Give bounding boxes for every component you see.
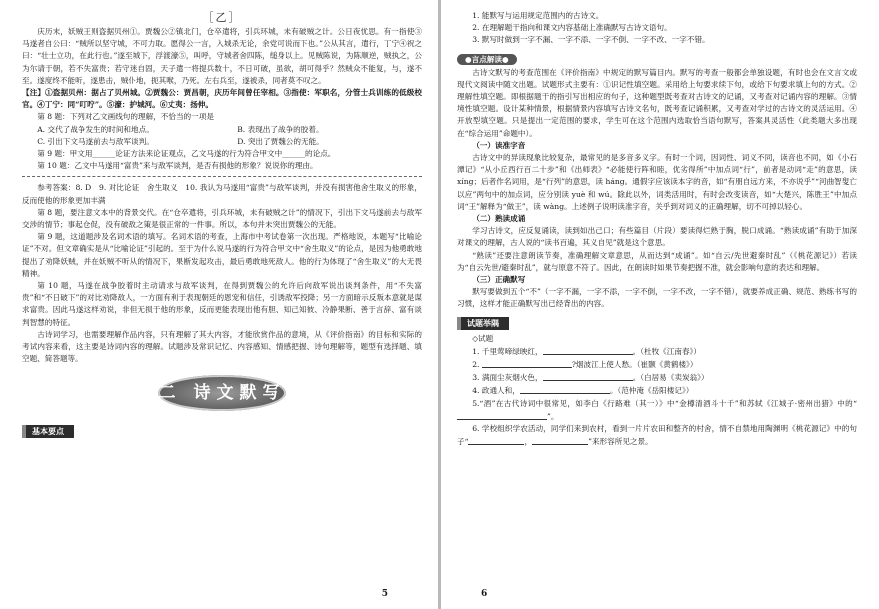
q6-text: 6. 学校组织学农活动，同学们来到农村，看到一片片农田和整齐的村舍，情不自禁地用陶渊明《桃花源记》中的句子“ (457, 424, 857, 447)
question-8: 第 8 题：下列对乙文画线句的理解，不恰当的一项是 (37, 112, 214, 122)
q6-mid: ， (524, 437, 533, 447)
example-question-5 (457, 398, 857, 423)
passage-text: 庆历末，妖贼王则盗据贝州①。贾魏公②镇北门，仓卒遣将，引兵环城，未有破贼之计。公日夜忧思。有一指使③马遂者自公曰：“贼所以坚守城，不可力取。愿得公一言，入城杀无论，余党可说而下也。”公从其言，遣行，丁宁④祝之曰：“壮士立功，在此行也。”遂至城下，浮渡濠⑤，叫呼，守城者舍四陈，缒身以上。见贼陈说，为陈顺逆，贼执之，公为尔请于朝，若不失富贵；若守迷自固，天子遣一将提兵数十，不日可破，虽欲，胡可得乎？然贼众不能复，与，遂不至。遂度终不能听，遂患击，贼仆地，扼其喉，乃死。左右兵至，遂被杀，同者莫不叹之。 (22, 27, 422, 85)
heading-2: （二）熟读成诵 (472, 214, 526, 224)
requirement-2: 2. 在理解题干指向和课文内容基础上准确默写古诗文语句。 (472, 23, 672, 33)
section-title: ［乙］ (202, 11, 242, 24)
question-8-options-row2 (22, 136, 422, 148)
paragraph-3: 默写要做到五个“不”（一字不漏，一字不添，一字不倒，一字不改，一字不错），就要养成正确、规范、熟练书写的习惯，这样才能正确默写出已经背出的内容。 (457, 287, 857, 309)
option-c: C. 引出下文马遂前去与敌军谈判。 (37, 136, 154, 146)
example-question-1 (457, 345, 857, 358)
basic-points-tag: 基本要点 (22, 425, 74, 438)
heading-1: （一）读准字音 (472, 140, 526, 150)
q5-text: 5.“酒”在古代诗词中很常见，如李白《行路难（其一）》中“金樽清酒斗十千”和苏轼《江城子·密州出猎》中的“ (472, 398, 857, 408)
q1-text: 1. 千里莺啼绿映红， (472, 346, 543, 356)
right-page (441, 0, 879, 609)
q6-end: ”来形容所见之景。 (588, 437, 653, 447)
page-number: 6 (481, 589, 488, 599)
summary-text: 古诗词学习，也需要理解作品内容，只有理解了其大内容，才能欣赏作品的意境，从《评价指南》的目标和实际的考试内容来看，这主要是诗词内容的理解。试题涉及常识记忆、内容感知、情感把握、诗句理解等，题型有选择题、填空题、简答题等。 (22, 329, 422, 364)
answer-10: 第 10 题，马遂在战争胶着时主动请求与敌军谈判，在得到贾魏公的允许后向敌军说出谈判条件，用“不失富贵”和“不日破下”的对比劝降敌人，一方面有利于表现朝廷的恩宠和信任，引诱敌军投降；另一方面暗示反叛本意就是谋求富贵。因此马遂这样劝说，非但无损于他的形象，反而更能表现出他有胆、知己知彼、冷静果断、善于言辞、富有谈判智慧的特征。 (22, 281, 422, 327)
q2-text: 2. (472, 360, 482, 370)
q6-blank-2 (532, 435, 588, 445)
question-9: 第 9 题：甲文用______论证方法来论证观点，乙文马遂的行为符合甲文中______的论点。 (37, 149, 336, 159)
answer-8: 第 8 题，要注意文本中的背景交代。在“仓卒遣将，引兵环城，未有破贼之计”的情况下，引出下文马遂前去与敌军交涉的情节；事起仓促，没有破敌之策是很正常的一件事。所以，本句并未突出贾魏公的无能。 (22, 207, 422, 230)
answer-9: 第 9 题，这道题涉及名词术语的填写。名词术语的考查，上海市中考试卷第一次出现。严格地说，本题写“比喻论证”不对。但文章确实是从“比喻论证”引起的。至于为什么说马遂的行为符合甲文中“舍生取义”的论点，是因为他勇敢地提出了劝降妖贼，并在妖贼不听从的情况下，果断发起攻击，最后勇敢地死敌人。他的行为体现了“舍生取义”的大无畏精神。 (22, 232, 422, 278)
divider (22, 176, 422, 177)
left-page (0, 0, 438, 609)
q2-blank (482, 358, 572, 368)
option-b: B. 表现出了战争的胶着。 (237, 124, 324, 134)
answer-key: 参考答案：8. D 9. 对比论证 舍生取义 10. 我认为马遂用“富贵”与敌军谈判，并没有损害他舍生取义的形象，反而使他的形象更加丰满 (22, 183, 422, 205)
q6-blank-1 (468, 435, 524, 445)
q3-blank (543, 371, 633, 381)
option-d: D. 突出了贾魏公的无能。 (237, 136, 324, 146)
examples-subtitle: ◇试题 (472, 333, 494, 343)
q5-end: ”。 (547, 411, 559, 421)
requirement-3: 3. 默写时做到一字不漏、一字不添、一字不倒、一字不改、一字不错。 (472, 35, 710, 45)
example-question-4 (457, 384, 857, 397)
q3-text: 3. 满面尘灰烟火色， (472, 373, 543, 383)
q2-source: ?烟波江上使人愁。（崔颢《黄鹤楼》） (571, 360, 698, 370)
requirement-1: 1. 能默写与运用规定范围内的古诗文。 (472, 11, 604, 20)
question-10: 第 10 题：乙文中马遂用“富贵”来与敌军谈判，是否有损他的形象？说说你的理由。 (37, 161, 318, 171)
q4-text: 4. 政通人和， (472, 386, 520, 396)
tips-text: 古诗文默写的考查范围在《评价指南》中规定的默写篇目内。默写的考查一般都会单独设题，有时也会在文言文或现代文阅读中随文出题。试题形式主要有：①识记性填空题。采用给上句要求续下句，或给下句要求填上句的方式。②理解性填空题。即根据题干的指引写出相应的句子，这种题型既考查对古诗文的记诵，又考查对记诵内容的理解。③情境性填空题。设计某种情景，根据情景内容填写古诗文名句，既考查记诵积累，又考查对学过的古诗文的灵活运用。④开放型填空题。只是提出一定范围的要求，学生可在这个范围内选取恰当语句默写，答案具灵活性（此类题大多出现在“综合运用”命题中）。 (457, 67, 857, 138)
paragraph-2: 学习古诗文，应反复诵读，读到如出己口；有些篇目（片段）要读得烂熟于胸，脱口成诵。“熟读成诵”有助于加深对课文的理解，古人说的“读书百遍，其义自见”就是这个意思。 (457, 226, 857, 248)
notes-text: 【注】①盗据贝州：据占了贝州城。②贾魏公：贾昌朝，庆历年间曾任宰相。③指使：军职名，分管士兵训练的低级校官。④丁宁：同“叮咛”。⑤濠：护城河。⑥丈夷：扬伸。 (22, 88, 422, 110)
q4-blank (520, 384, 610, 394)
example-question-3 (457, 371, 857, 384)
q4-source: 。（范仲淹《岳阳楼记》） (609, 386, 694, 396)
q1-source: 。（杜牧《江南春》） (632, 346, 701, 356)
examples-tag: 试题举隅 (457, 317, 509, 330)
paragraph-1: 古诗文中的异读现象比较复杂，最常见的是多音多义字。有时一个词，因词性、词义不同，读音也不同，如《小石潭记》“从小丘西行百二十步”和《出师表》“必能使行阵和睦，优劣得所”中加点词“行”，前者是动词“走”的意思，读 xíng；后者作名词用，是“行列”的意思，读 háng。通假字应该读本字的音，如“有朋自远方来，不亦说乎”“河曲智叟亡以应”两句中的加点词，应分别读 yuè 和 wú。除此以外，词类活用时，有时会改变读音，如“大楚兴，陈胜王”中加点词“王”解释为“做王”，读 wàng。上述例子说明读准字音，关乎到对词义的正确理解，切不可掉以轻心。 (457, 153, 857, 211)
option-a: A. 交代了战争发生的时间和地点。 (37, 124, 154, 134)
heading-3: （三）正确默写 (472, 275, 526, 285)
q3-source: 。（白居易《卖炭翁》） (632, 373, 709, 383)
page-number: 5 (381, 589, 388, 599)
example-question-6 (457, 423, 857, 448)
q5-blank (457, 410, 547, 420)
paragraph-2b: “熟读”还要注意朗读节奏，准确理解文章意思，从而达到“成诵”。如“自云/先世避秦时乱”（《桃花源记》）若读为“自云先世/避秦时乱”，就与原意不符了。因此，在朗读时如果节奏把握不准，就会影响句意的表达和理解。 (457, 250, 857, 272)
question-8-options-row1 (22, 124, 422, 136)
q1-blank (543, 345, 633, 355)
example-question-2 (457, 358, 857, 371)
chapter-banner: 二 诗文默写 (158, 375, 286, 411)
tips-tag: ●言点解读● (457, 54, 517, 65)
